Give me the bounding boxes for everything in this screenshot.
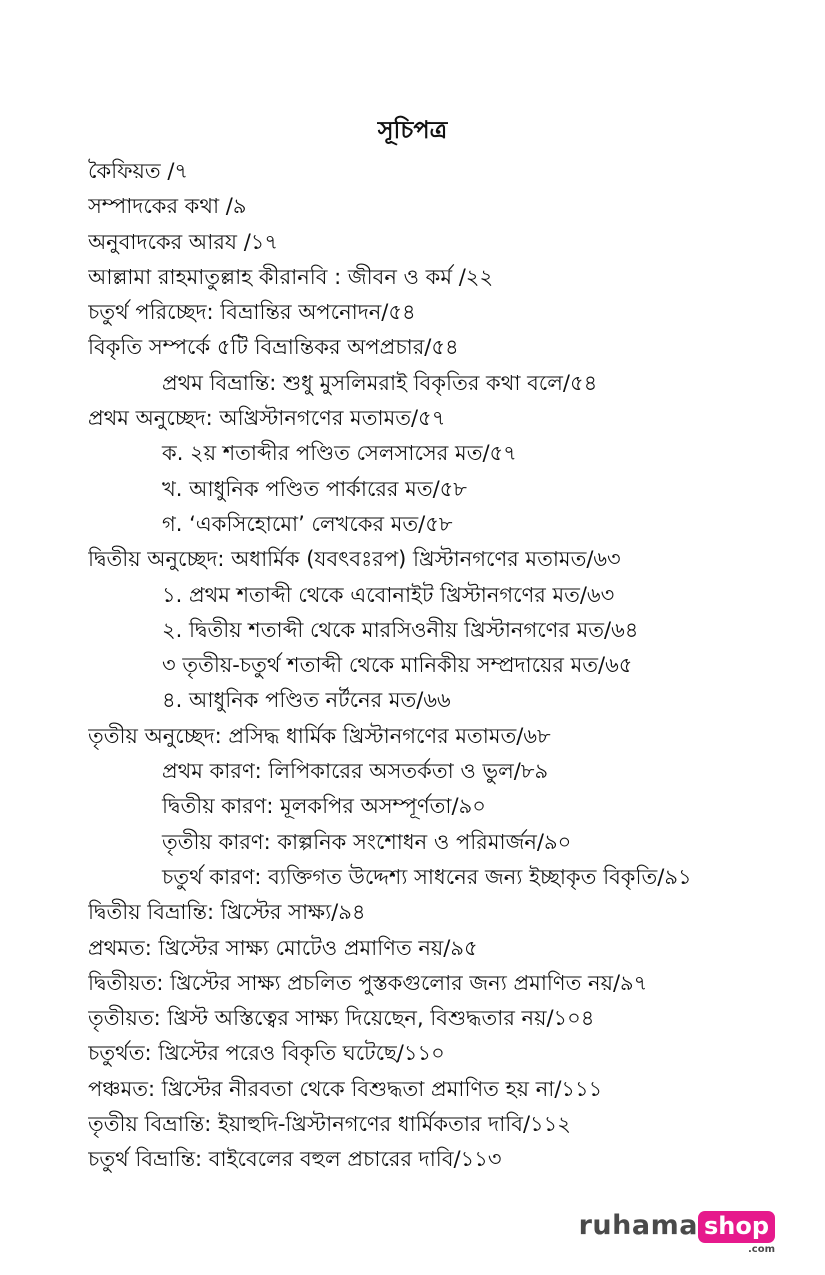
toc-entry: আল্লামা রাহমাতুল্লাহ কীরানবি : জীবন ও কর্ম /২২ [88,264,494,289]
toc-entry: ২. দ্বিতীয় শতাব্দী থেকে মারসিওনীয় খ্রিস্টানগণের মত/৬৪ [162,617,639,642]
page-title: সূচিপত্র [377,116,448,144]
toc-entry: গ. ‘একসিহোমো’ লেখকের মত/৫৮ [162,511,453,536]
toc-entry: তৃতীয় কারণ: কাল্পনিক সংশোধন ও পরিমার্জন/৯০ [162,829,572,854]
toc-entry: দ্বিতীয় বিভ্রান্তি: খ্রিস্টের সাক্ষ্য/৯৪ [88,900,366,925]
logo-shop-group [698,1209,775,1256]
ruhamashop-logo [578,1209,775,1255]
toc-entry: তৃতীয়ত: খ্রিস্ট অস্তিত্বের সাক্ষ্য দিয়েছেন, বিশুদ্ধতার নয়/১০৪ [88,1006,595,1031]
toc-entry: চতুর্থ বিভ্রান্তি: বাইবেলের বহুল প্রচারের দাবি/১১৩ [88,1147,502,1172]
toc-entry: চতুর্থ কারণ: ব্যক্তিগত উদ্দেশ্য সাধনের জন্য ইচ্ছাকৃত বিকৃতি/৯১ [162,864,692,889]
logo-com-text: .com [747,1244,775,1255]
toc-entry: ১. প্রথম শতাব্দী থেকে এবোনাইট খ্রিস্টানগণের মত/৬৩ [162,582,615,607]
toc-entry: প্রথমত: খ্রিস্টের সাক্ষ্য মোটেও প্রমাণিত নয়/৯৫ [88,935,478,960]
logo-shop-badge: shop [698,1211,775,1243]
toc-entry: দ্বিতীয় অনুচ্ছেদ: অধার্মিক (যবৎবঃরপ) খ্রিস্টানগণের মতামত/৬৩ [88,547,621,572]
toc-entry: বিকৃতি সম্পর্কে ৫টি বিভ্রান্তিকর অপপ্রচার/৫৪ [88,335,459,360]
toc-entry: দ্বিতীয় কারণ: মূলকপির অসম্পূর্ণতা/৯০ [162,794,486,819]
toc-entry: চতুর্থ পরিচ্ছেদ: বিভ্রান্তির অপনোদন/৫৪ [88,300,416,325]
toc-entry: ৪. আধুনিক পণ্ডিত নর্টনের মত/৬৬ [162,688,451,713]
toc-entry: পঞ্চমত: খ্রিস্টের নীরবতা থেকে বিশুদ্ধতা প্রমাণিত হয় না/১১১ [88,1076,603,1101]
logo-ruhama-text: ruhama [578,1210,698,1241]
toc-entry: প্রথম অনুচ্ছেদ: অখ্রিস্টানগণের মতামত/৫৭ [88,406,446,431]
toc-entry: খ. আধুনিক পণ্ডিত পার্কারের মত/৫৮ [162,476,467,501]
toc-entry: তৃতীয় অনুচ্ছেদ: প্রসিদ্ধ ধার্মিক খ্রিস্টানগণের মতামত/৬৮ [88,723,551,748]
toc-entry: চতুর্থত: খ্রিস্টের পরেও বিকৃতি ঘটেছে/১১০ [88,1041,445,1066]
toc-entry: তৃতীয় বিভ্রান্তি: ইয়াহুদি-খ্রিস্টানগণের ধার্মিকতার দাবি/১১২ [88,1112,571,1137]
toc-entry: প্রথম বিভ্রান্তি: শুধু মুসলিমরাই বিকৃতির কথা বলে/৫৪ [162,370,598,395]
toc-entry: প্রথম কারণ: লিপিকারের অসতর্কতা ও ভুল/৮৯ [162,759,549,784]
toc-entry: ৩ তৃতীয়-চতুর্থ শতাব্দী থেকে মানিকীয় সম্প্রদায়ের মত/৬৫ [162,653,633,678]
toc-entry: অনুবাদকের আরয /১৭ [88,229,279,254]
toc-entry: ক. ২য় শতাব্দীর পণ্ডিত সেলসাসের মত/৫৭ [162,441,517,466]
toc-entry: দ্বিতীয়ত: খ্রিস্টের সাক্ষ্য প্রচলিত পুস্তকগুলোর জন্য প্রমাণিত নয়/৯৭ [88,970,648,995]
toc-entry: কৈফিয়ত /৭ [88,159,189,183]
table-of-contents [88,154,785,1178]
toc-entry: সম্পাদকের কথা /৯ [88,194,247,219]
